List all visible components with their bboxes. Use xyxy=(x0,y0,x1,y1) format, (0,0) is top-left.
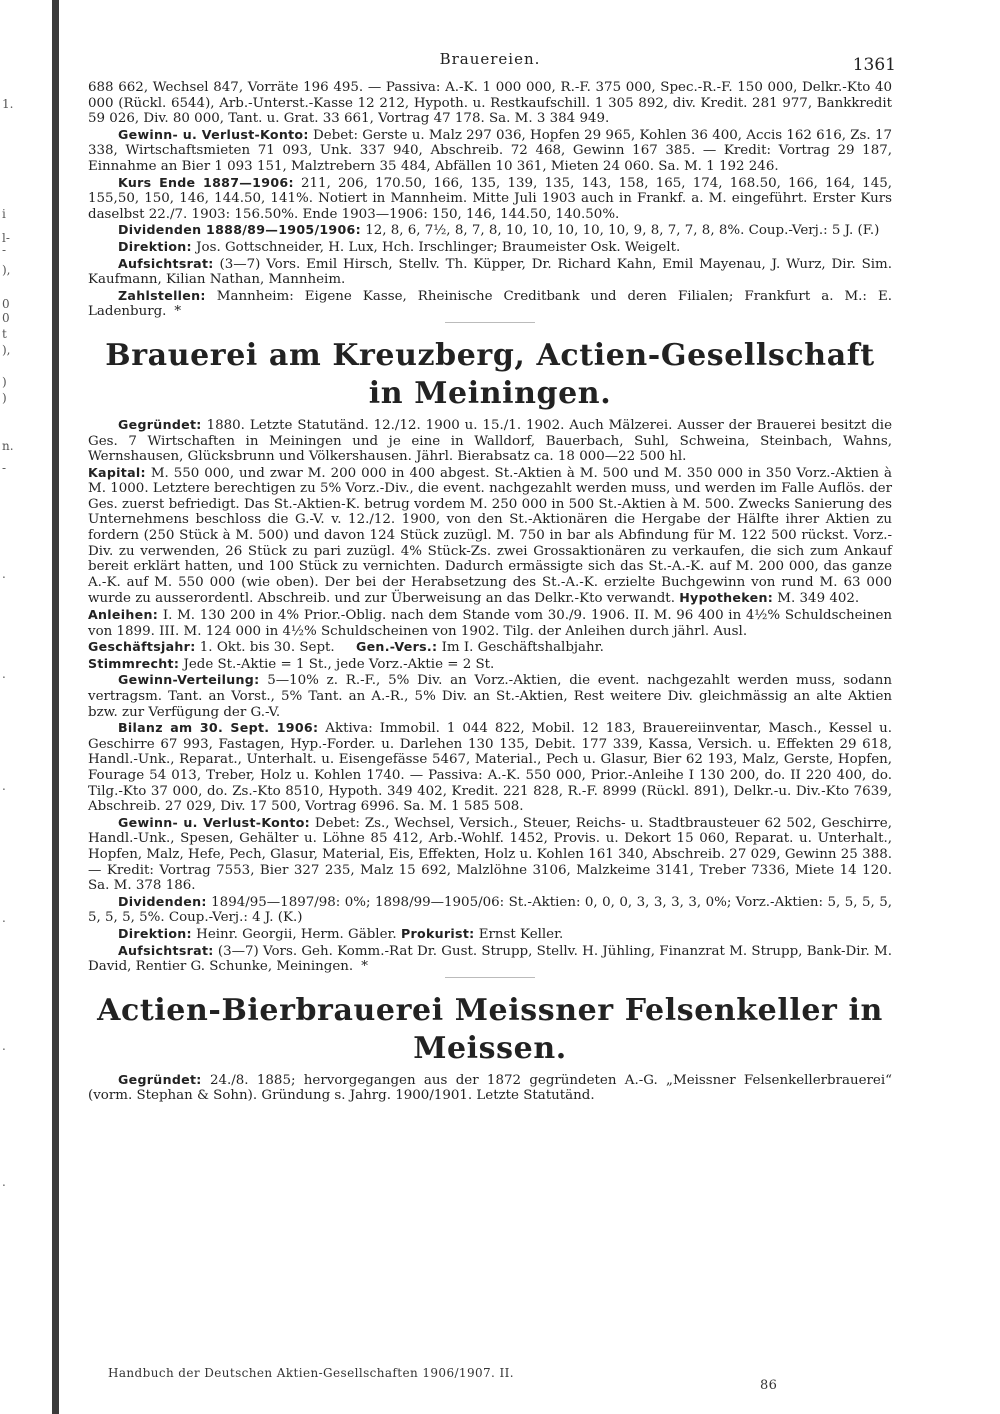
entry-lead: Gegründet: xyxy=(118,416,202,432)
entry-paragraph xyxy=(88,175,892,223)
margin-fragment: 1. xyxy=(2,97,14,111)
entry-lead: Gegründet: xyxy=(118,1071,202,1087)
entry-lead: Aufsichtsrat: xyxy=(118,255,214,271)
running-head xyxy=(88,40,896,80)
entry-text: Mannheim: Eigene Kasse, Rheinische Creditbank und deren Filialen; Frankfurt a. M.: E. Ladenburg. xyxy=(88,288,892,320)
margin-fragment: t xyxy=(2,327,7,341)
entry-lead: Direktion: xyxy=(118,925,192,941)
entry-paragraph xyxy=(88,127,892,175)
margin-fragment: - xyxy=(2,461,7,475)
entry-lead: Gewinn- u. Verlust-Konto: xyxy=(118,126,309,142)
margin-fragment: ), xyxy=(2,263,11,277)
entry-text: 1894/95—1897/98: 0%; 1898/99—1905/06: St.-Aktien: 0, 0, 0, 3, 3, 3, 3, 0%; Vorz.-Aktien: 5, 5, 5, 5, 5, 5, 5, 5%. Coup.-Verj.: 4 J. (K.) xyxy=(88,894,892,926)
end-mark: * xyxy=(174,304,182,320)
entry-lead: Aufsichtsrat: xyxy=(118,942,214,958)
margin-fragment: . xyxy=(2,1039,6,1053)
entry-lead: Bilanz am 30. Sept. 1906: xyxy=(118,720,319,736)
entry-text: I. M. 130 200 in 4% Prior.-Oblig. nach dem Stande vom 30./9. 1906. II. M. 96 400 in 4½% Schuldscheinen von 1899. III. M. 124 000 in 4½% Schuldscheinen von 1902. Tilg. der Anleihen durch jährl. Ausl. xyxy=(88,608,892,639)
footer-text: Handbuch der Deutschen Aktien-Gesellschaften 1906/1907. II. xyxy=(108,1366,514,1380)
entry-paragraph xyxy=(88,672,892,720)
entry-text: 12, 8, 6, 7½, 8, 7, 8, 10, 10, 10, 10, 10, 9, 8, 7, 7, 8, 8%. Coup.-Verj.: 5 J. (F.) xyxy=(360,223,880,239)
entry-text: Ernst Keller. xyxy=(474,926,564,942)
entry-text: (3—7) Vors. Emil Hirsch, Stellv. Th. Küpper, Dr. Richard Kahn, Emil Mayenau, J. Wurz, Dir. Sim. Kaufmann, Kilian Nathan, Mannheim. xyxy=(88,256,892,288)
section-felsenkeller xyxy=(88,992,892,1104)
margin-fragment: i xyxy=(2,207,6,221)
entry-paragraph xyxy=(88,1072,892,1104)
entry-paragraph xyxy=(88,288,892,320)
entry-text: Debet: Zs., Wechsel, Versich., Steuer, Reichs- u. Stadtbrausteuer 62 502, Geschirre, Handl.-Unk., Spesen, Gehälter u. Löhne 85 412, Arb.-Wohlf. 1452, Provis. u. Dekort 15 060, Reparat. u. Unterhalt., Hopfen, Malz, Hefe, Pech, Glasur, Material, Eis, Effekten, Holz u. Kohlen 161 340, Abschreib. 27 029, Gewinn 25 388. — Kredit: Vortrag 7553, Bier 327 235, Malz 15 692, Malzlöhne 3106, Malzkeime 3141, Treber 7336, Miete 14 120. Sa. M. 378 186. xyxy=(88,815,892,894)
entry-text: 1880. Letzte Statutänd. 12./12. 1900 u. 15./1. 1902. Auch Mälzerei. Ausser der Brauerei besitzt die Ges. 7 Wirtschaften in Meiningen und je eine in Walldorf, Bauerbach, Suhl, Schweina, Steinbach, Wahns, Wernshausen, Glücksbrunn und Völkershausen. Jährl. Bierabsatz ca. 18 000—22 500 hl. xyxy=(88,417,892,465)
entry-text: Debet: Gerste u. Malz 297 036, Hopfen 29 965, Kohlen 36 400, Accis 162 616, Zs. 17 338, Wirtschaftsmieten 71 093, Unk. 337 940, Abschreib. 72 468, Gewinn 167 385. — Kredit: Vortrag 29 187, Einnahme an Bier 1 093 151, Malztrebern 35 484, Abfällen 10 361, Mieten 24 060. Sa. M. 1 192 246. xyxy=(88,127,892,174)
section-kreuzberg xyxy=(88,337,892,978)
entry-text: Jos. Gottschneider, H. Lux, Hch. Irschlinger; Braumeister Osk. Weigelt. xyxy=(191,239,681,255)
entry-paragraph xyxy=(88,607,892,639)
entry-text: 24./8. 1885; hervorgegangen aus der 1872 gegründeten A.-G. „Meissner Felsenkellerbrauerei“ (vorm. Stephan & Sohn). Gründung s. Jahrg. 1900/1901. Letzte Statutänd. xyxy=(88,1072,892,1104)
margin-fragment: n. xyxy=(2,439,14,453)
margin-fragment: . xyxy=(2,567,6,581)
entry-paragraph xyxy=(88,720,892,815)
entry-text: 1. Okt. bis 30. Sept. xyxy=(195,640,335,656)
entry-text: M. 349 402. xyxy=(773,591,860,607)
margin-fragment: - xyxy=(2,243,7,257)
entry-text: Im I. Geschäftshalbjahr. xyxy=(437,640,604,656)
entry-paragraph xyxy=(88,256,892,288)
entry-lead: Dividenden 1888/89—1905/1906: xyxy=(118,222,361,238)
entry-lead: Gewinn-Verteilung: xyxy=(118,672,260,688)
entry-text: M. 550 000, und zwar M. 200 000 in 400 abgest. St.-Aktien à M. 500 und M. 350 000 in 350 Vorz.-Aktien à M. 1000. Letztere berechtigen zu 5% Vorz.-Div., die event. nachgezahlt werden muss, und werden im Falle Auflös. der Ges. zuerst befriedigt. Das St.-Aktien-K. betrug vordem M. 250 000 in 500 St.-Aktien à M. 500. Zwecks Sanierung des Unternehmens beschloss die G.-V. v. 12./12. 1900, von den St.-Aktionären die Hergabe der Hälfte ihrer Aktien zu fordern (250 Stück à M. 500) und davon 124 Stück zuzügl. M. 750 in bar als Abfindung für M. 122 500 rückst. Vorz.-Div. zu verwenden, 26 Stück zu pari zuzügl. 4% Stück-Zs. zwei Grossaktionären zu verkaufen, die sich zum Ankauf bereit erklärt hatten, und 100 Stück zu vernichten. Dadurch ermässigte sich das St.-A.-K. auf M. 200 000, das ganze A.-K. auf M. 550 000 (wie oben). Der bei der Herabsetzung des St.-A.-K. erzielte Buchgewinn von rund M. 63 000 wurde zu ausserordentl. Abschreib. und zur Überweisung an das Delkr.-Kto verwandt. xyxy=(88,465,892,607)
page-content xyxy=(88,40,896,1104)
entry-paragraph xyxy=(88,815,892,894)
entry-lead: Kapital: xyxy=(88,464,146,480)
entry-text: Heinr. Georgii, Herm. Gäbler. xyxy=(191,926,397,942)
entry-paragraph xyxy=(88,222,892,239)
entry-paragraph xyxy=(88,239,892,256)
entry-text: (3—7) Vors. Geh. Komm.-Rat Dr. Gust. Strupp, Stellv. H. Jühling, Finanzrat M. Strupp, Bank-Dir. M. David, Rentier G. Schunke, Meiningen. xyxy=(88,943,892,975)
entry-paragraph xyxy=(88,943,892,975)
entry-paragraph xyxy=(88,465,892,607)
margin-fragment: 0 xyxy=(2,297,10,311)
margin-fragment: . xyxy=(2,1175,6,1189)
company-title: Actien-Bierbrauerei Meissner Felsenkeller in Meissen. xyxy=(97,992,883,1066)
entry-lead: Hypotheken: xyxy=(679,590,774,606)
entry-lead: Gewinn- u. Verlust-Konto: xyxy=(118,814,310,830)
margin-fragment: 0 xyxy=(2,311,10,325)
margin-fragment: . xyxy=(2,779,6,793)
entry-lead: Geschäftsjahr: xyxy=(88,639,196,655)
margin-fragment: . xyxy=(2,911,6,925)
entry-lead: Kurs Ende 1887—1906: xyxy=(118,174,294,190)
entry-text: Aktiva: Immobil. 1 044 822, Mobil. 12 183, Brauereiinventar, Masch., Kessel u. Geschirre 67 993, Fastagen, Hyp.-Forder. u. Darlehen 130 135, Debit. 177 339, Kassa, Versich. u. Effekten 29 618, Handl.-Unk., Reparat., Unterhalt. u. Eisengefässe 5467, Material., Pech u. Glasur, Bier 62 193, Malz, Gerste, Hopfen, Fourage 54 013, Treber, Holz u. Kohlen 1740. — Passiva: A.-K. 550 000, Prior.-Anleihe I 130 200, do. II 220 400, do. Tilg.-Kto 37 000, do. Zs.-Kto 8510, Hypoth. 349 402, Kredit. 221 828, R.-F. 8999 (Rückl. 891), Delkr.-u. Div.-Kto 7639, Abschreib. 27 029, Div. 17 500, Vortrag 6996. Sa. M. 1 585 508. xyxy=(88,721,892,815)
balance-continuation: 688 662, Wechsel 847, Vorräte 196 495. — Passiva: A.-K. 1 000 000, R.-F. 375 000, Spec.-R.-F. 150 000, Delkr.-Kto 40 000 (Rückl. 6544), Arb.-Unterst.-Kasse 12 212, Hypoth. u. Restkaufschill. 1 305 892, div. Kredit. 281 977, Bankkredit 59 026, Div. 80 000, Tant. u. Grat. 33 661, Vortrag 47 178. Sa. M. 3 384 949. xyxy=(88,80,892,127)
entry-paragraph xyxy=(88,417,892,465)
entry-text: Jede St.-Aktie = 1 St., jede Vorz.-Aktie = 2 St. xyxy=(179,656,495,672)
running-head-title: Brauereien. xyxy=(439,50,541,68)
entry-lead: Gen.-Vers.: xyxy=(355,639,438,655)
entry-lead: Zahlstellen: xyxy=(118,287,206,303)
entry-paragraph xyxy=(88,894,892,926)
section-divider xyxy=(445,322,535,323)
end-mark: * xyxy=(361,959,368,975)
margin-fragment: l- xyxy=(2,231,10,245)
entry-text: 5—10% z. R.-F., 5% Div. an Vorz.-Aktien, die event. nachgezahlt werden muss, sodann vertragsm. Tant. an Vorst., 5% Tant. an A.-R., 5% Div. an St.-Aktien, Rest weitere Div. gleichmässig an alte Aktien bzw. zur Verfügung der G.-V. xyxy=(88,673,892,720)
signature-mark: 86 xyxy=(760,1378,778,1393)
entry-paragraph xyxy=(88,926,892,943)
margin-fragment: . xyxy=(2,667,6,681)
margin-fragment: ), xyxy=(2,343,11,357)
entry-lead: Direktion: xyxy=(118,238,192,254)
entry-lead: Prokurist: xyxy=(400,925,475,941)
entry-lead: Stimmrecht: xyxy=(88,655,180,671)
binding-edge xyxy=(0,0,59,1414)
entry-lead: Dividenden: xyxy=(118,893,207,909)
margin-fragment: ) xyxy=(2,375,7,389)
entry-lead: Anleihen: xyxy=(88,607,159,623)
page-footer xyxy=(108,1366,888,1393)
margin-fragment: ) xyxy=(2,391,7,405)
entry-paragraph xyxy=(88,656,892,673)
entry-text: 211, 206, 170.50, 166, 135, 139, 135, 143, 158, 165, 174, 168.50, 166, 164, 145, 155,50, 150, 146, 144.50, 141%. Notiert in Mannheim. Mitte Juli 1903 auch in Frankf. a. M. eingeführt. Erster Kurs daselbst 22./7. 1903: 156.50%. Ende 1903—1906: 150, 146, 144.50, 140.50%. xyxy=(88,175,892,222)
company-title: Brauerei am Kreuzberg, Actien-Gesellschaft in Meiningen. xyxy=(105,337,875,411)
section-previous-entry xyxy=(88,80,892,323)
page-number: 1361 xyxy=(852,55,896,75)
section-divider xyxy=(445,977,535,978)
entry-paragraph xyxy=(88,639,892,656)
